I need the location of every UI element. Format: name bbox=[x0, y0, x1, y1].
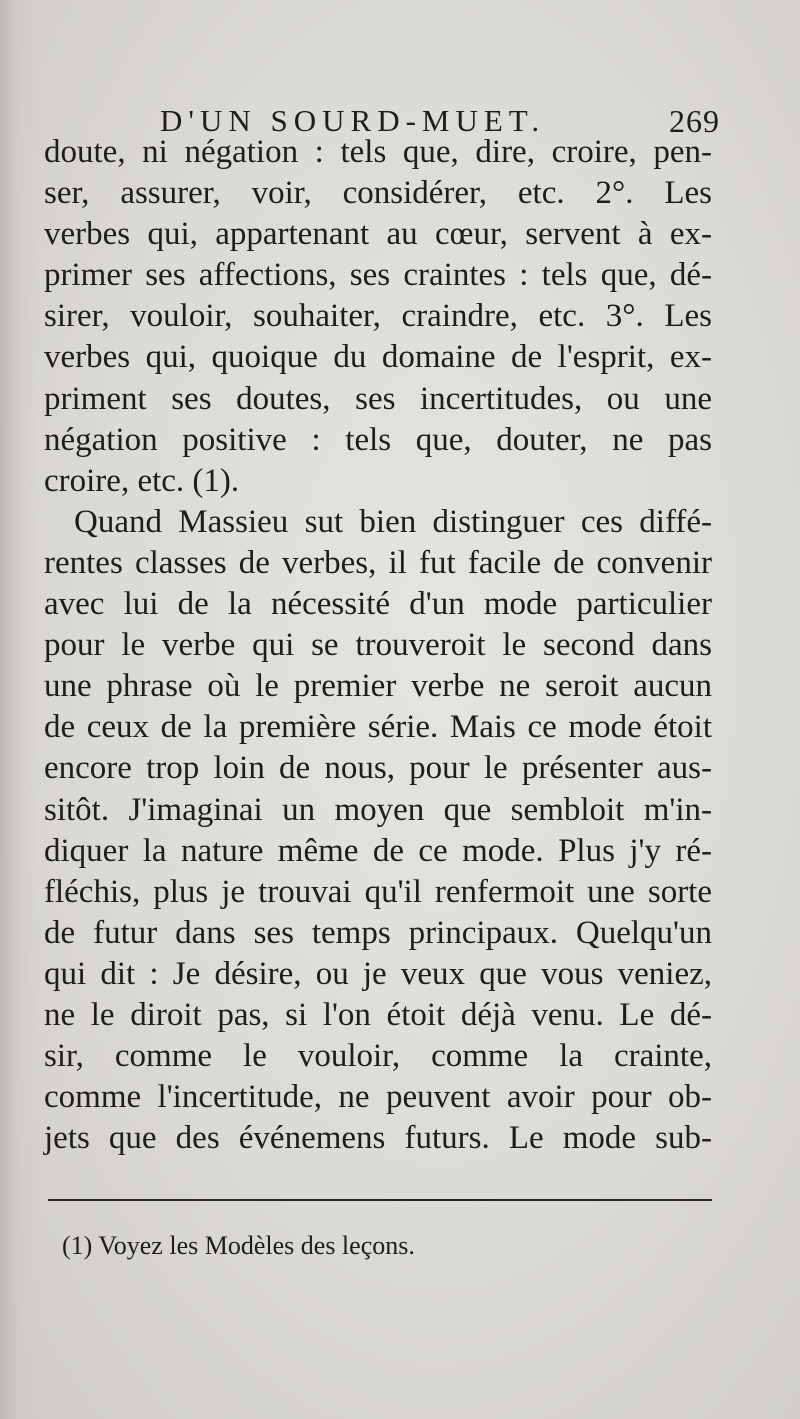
text-line: une phrase où le premier verbe ne seroit aucun bbox=[44, 668, 712, 705]
text-line: ser, assurer, voir, considérer, etc. 2°. Les bbox=[44, 175, 712, 212]
text-line: jets que des événemens futurs. Le mode sub- bbox=[44, 1120, 712, 1157]
text-line: rentes classes de verbes, il fut facile de convenir bbox=[44, 544, 712, 581]
page-number: 269 bbox=[669, 103, 720, 139]
gutter-shadow bbox=[0, 0, 40, 1419]
text-line: verbes qui, quoique du domaine de l'esprit, ex- bbox=[44, 339, 712, 376]
text-line: sitôt. J'imaginai un moyen que sembloit m'in- bbox=[44, 791, 712, 828]
footnote-rule bbox=[48, 1199, 712, 1201]
text-line: primer ses affections, ses craintes : tels que, dé- bbox=[44, 257, 712, 294]
text-line: Quand Massieu sut bien distinguer ces diffé- bbox=[74, 503, 712, 540]
text-line: sirer, vouloir, souhaiter, craindre, etc. 3°. Les bbox=[44, 298, 712, 335]
running-title: D'UN SOURD-MUET. bbox=[160, 103, 546, 138]
text-line: fléchis, plus je trouvai qu'il renfermoit une sorte bbox=[44, 873, 712, 910]
text-line: de ceux de la première série. Mais ce mode étoit bbox=[44, 709, 712, 746]
text-line: comme l'incertitude, ne peuvent avoir pour ob- bbox=[44, 1079, 712, 1116]
text-line: diquer la nature même de ce mode. Plus j'y ré- bbox=[44, 832, 712, 869]
text-line: doute, ni négation : tels que, dire, croire, pen- bbox=[44, 134, 712, 170]
text-line: sir, comme le vouloir, comme la crainte, bbox=[44, 1038, 712, 1075]
body-text bbox=[44, 132, 712, 1159]
text-line: avec lui de la nécessité d'un mode particulier bbox=[44, 586, 712, 623]
text-line: priment ses doutes, ses incertitudes, ou une bbox=[44, 380, 712, 417]
text-line: de futur dans ses temps principaux. Quelqu'un bbox=[44, 914, 712, 951]
text-line: encore trop loin de nous, pour le présenter aus- bbox=[44, 750, 712, 787]
text-line: ne le diroit pas, si l'on étoit déjà venu. Le dé- bbox=[44, 996, 712, 1033]
text-line: pour le verbe qui se trouveroit le second dans bbox=[44, 627, 712, 664]
text-line: croire, etc. (1). bbox=[44, 462, 240, 499]
text-line: verbes qui, appartenant au cœur, servent à ex- bbox=[44, 216, 712, 253]
footnote: (1) Voyez les Modèles des leçons. bbox=[62, 1231, 415, 1260]
text-line: négation positive : tels que, douter, ne pas bbox=[44, 421, 712, 458]
text-line: qui dit : Je désire, ou je veux que vous veniez, bbox=[44, 955, 712, 992]
